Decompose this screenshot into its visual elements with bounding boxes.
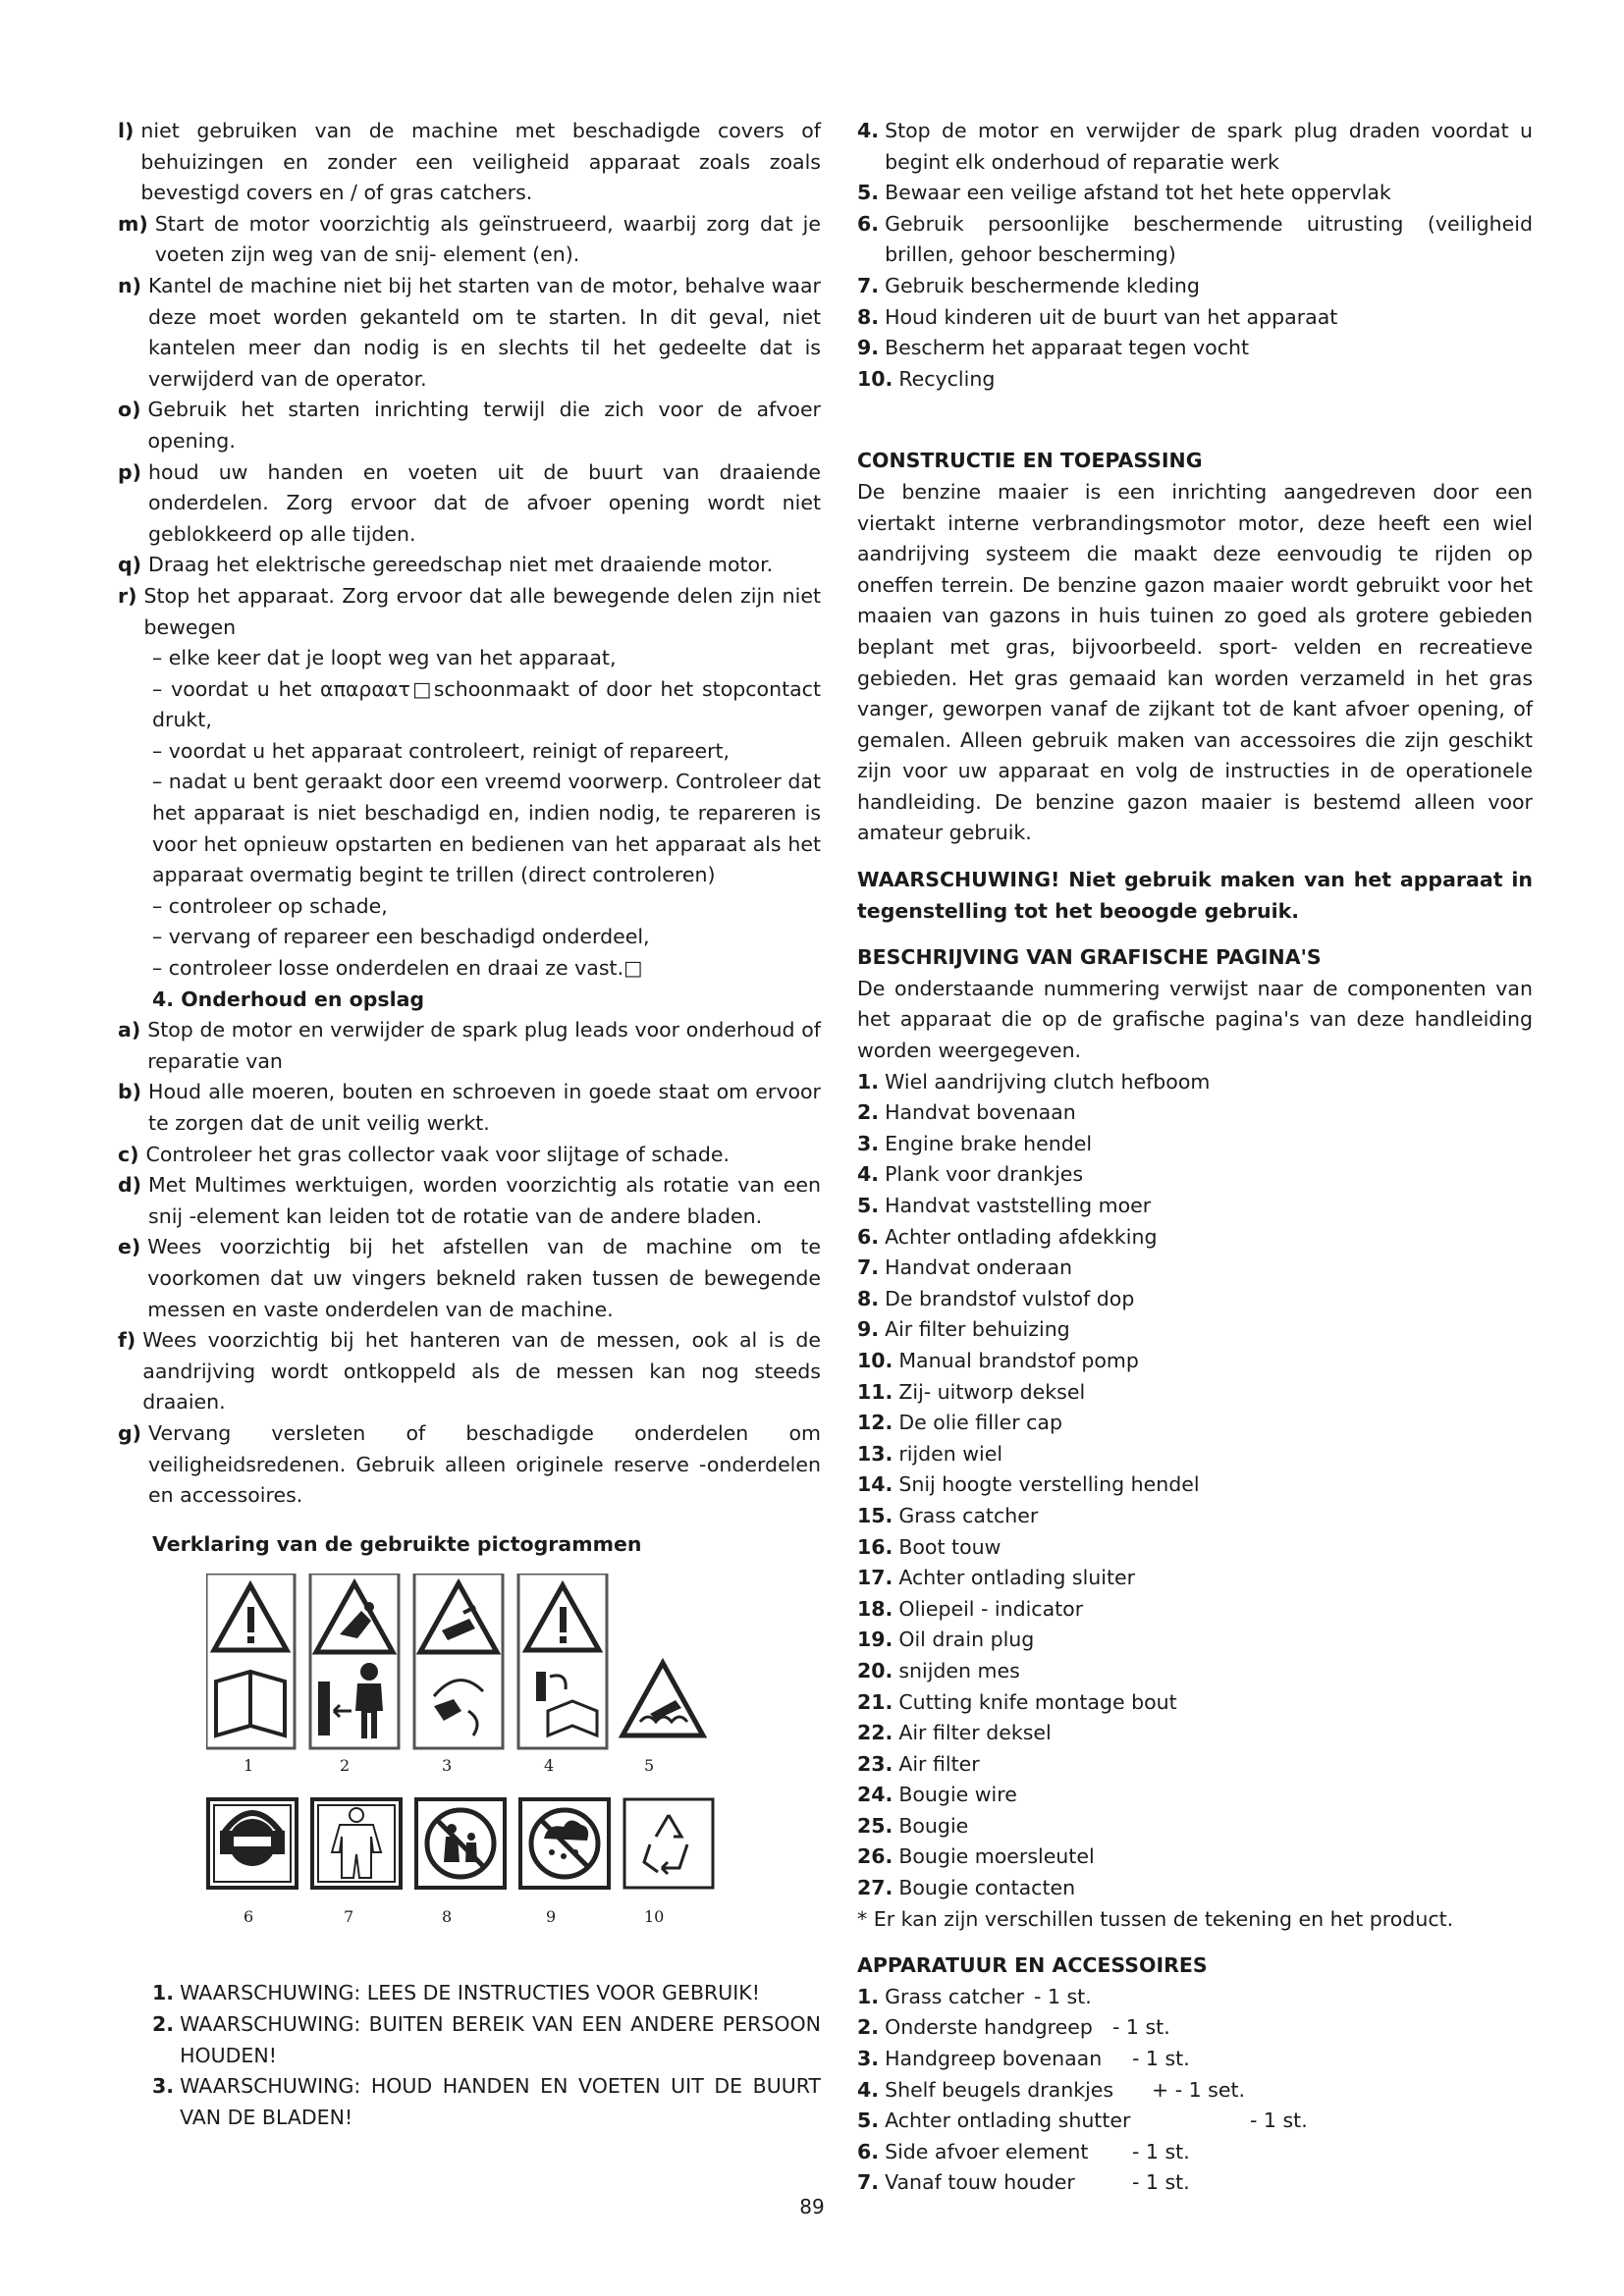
r-subitem: – controleer op schade, bbox=[152, 893, 388, 918]
maintenance-item bbox=[118, 1418, 821, 1512]
maintenance-item bbox=[118, 1325, 821, 1418]
warning-item bbox=[857, 271, 1533, 302]
maintenance-item-label: b) bbox=[118, 1080, 142, 1104]
component-item-number: 20. bbox=[857, 1658, 893, 1682]
component-item-number: 3. bbox=[857, 1131, 880, 1155]
r-subitem: – vervang of repareer een beschadigd onderdeel, bbox=[152, 925, 650, 949]
warning-item bbox=[857, 333, 1533, 364]
safety-item-label: m) bbox=[118, 211, 148, 236]
warning-item bbox=[152, 2071, 821, 2133]
pictogram-number: 7 bbox=[344, 1907, 354, 1927]
safety-item bbox=[118, 271, 821, 395]
pictogram-number: 4 bbox=[544, 1756, 555, 1776]
warning-item-text: Bescherm het apparaat tegen vocht bbox=[885, 336, 1250, 360]
warning-item-text: Stop de motor en verwijder de spark plug draden voordat u begint elk onderhoud of reparatie werk bbox=[885, 119, 1533, 174]
accessory-name: Handgreep bovenaan bbox=[885, 2047, 1103, 2071]
safety-item-text: houd uw handen en voeten uit de buurt van draaiende onderdelen. Zorg ervoor dat de afvoer opening wordt niet geblokkeerd op alle tijden. bbox=[148, 459, 821, 546]
spark-plug-warning-icon bbox=[518, 1574, 607, 1748]
warning-item bbox=[152, 2009, 821, 2071]
warning-item-text: Gebruik persoonlijke beschermende uitrusting (veiligheid brillen, gehoor bescherming) bbox=[885, 211, 1533, 267]
component-item-number: 14. bbox=[857, 1472, 893, 1497]
graphic-pages-text: De onderstaande nummering verwijst naar de componenten van het apparaat die op de grafische pagina's van deze handleiding worden weergegeven. bbox=[857, 976, 1533, 1063]
usage-warning: WAARSCHUWING! Niet gebruik maken van het apparaat in tegenstelling tot het beoogde gebruik. bbox=[857, 868, 1533, 923]
accessory-quantity: - 1 st. bbox=[1132, 2170, 1190, 2195]
safety-item-label: l) bbox=[118, 119, 135, 142]
component-item-text: Cutting knife montage bout bbox=[898, 1689, 1177, 1714]
warning-item-text: Houd kinderen uit de buurt van het apparaat bbox=[885, 304, 1338, 329]
safety-item bbox=[118, 116, 821, 209]
accessory-item bbox=[857, 2044, 1533, 2075]
pictogram-numbers-row-1 bbox=[157, 1750, 821, 1786]
pictogram-group-6-10 bbox=[206, 1793, 717, 1892]
maintenance-item bbox=[118, 1140, 821, 1171]
component-item bbox=[857, 1284, 1533, 1315]
maintenance-item bbox=[118, 1232, 821, 1325]
warning-item-number: 10. bbox=[857, 366, 893, 391]
r-subitem: – controleer losse onderdelen en draai ze vast.□ bbox=[152, 956, 643, 981]
accessory-quantity: - 1 st. bbox=[1112, 2015, 1170, 2040]
accessory-name: Side afvoer element bbox=[885, 2139, 1089, 2163]
component-item bbox=[857, 1191, 1533, 1222]
pictogram-row-1 bbox=[157, 1574, 821, 1750]
component-item-number: 7. bbox=[857, 1255, 880, 1280]
safety-item-text: Stop het apparaat. Zorg ervoor dat alle bewegende delen zijn niet bewegen bbox=[143, 583, 821, 639]
safety-item-label: p) bbox=[118, 459, 142, 484]
r-subitem: – voordat u het απαραατ□schoonmaakt of door het stopcontact drukt, bbox=[152, 676, 821, 732]
warning-list bbox=[118, 1978, 821, 2133]
component-item-text: rijden wiel bbox=[898, 1441, 1003, 1466]
warning-item-number: 6. bbox=[857, 211, 880, 236]
maintenance-item-text: Wees voorzichtig bij het hanteren van de messen, ook al is de aandrijving wordt ontkoppeld als de messen kan nog steeds draaien. bbox=[142, 1328, 821, 1415]
component-item bbox=[857, 1501, 1533, 1532]
component-item-text: snijden mes bbox=[898, 1658, 1020, 1682]
warning-item-number: 5. bbox=[857, 181, 880, 205]
warning-item-number: 4. bbox=[857, 119, 880, 142]
accessory-quantity: + - 1 set. bbox=[1152, 2077, 1246, 2102]
maintenance-item-label: g) bbox=[118, 1420, 142, 1445]
component-item bbox=[857, 1222, 1533, 1254]
component-item bbox=[857, 1346, 1533, 1377]
accessory-number: 3. bbox=[857, 2047, 880, 2071]
component-item bbox=[857, 1439, 1533, 1470]
accessory-number: 7. bbox=[857, 2170, 880, 2195]
maintenance-item-label: e) bbox=[118, 1235, 141, 1259]
accessory-number: 2. bbox=[857, 2015, 880, 2040]
component-item bbox=[857, 1253, 1533, 1284]
pictogram-number: 10 bbox=[644, 1907, 665, 1927]
safety-item-label: o) bbox=[118, 398, 141, 422]
recycling-icon bbox=[624, 1799, 713, 1888]
component-item bbox=[857, 1097, 1533, 1129]
component-item-number: 17. bbox=[857, 1566, 893, 1590]
component-item bbox=[857, 1532, 1533, 1564]
component-item bbox=[857, 1469, 1533, 1501]
component-item bbox=[857, 1873, 1533, 1904]
pictogram-number: 9 bbox=[546, 1907, 557, 1927]
component-item-text: De brandstof vulstof dop bbox=[885, 1286, 1135, 1310]
component-item bbox=[857, 1842, 1533, 1873]
component-item-text: Achter ontlading afdekking bbox=[885, 1224, 1158, 1249]
accessory-name: Achter ontlading shutter bbox=[885, 2109, 1131, 2133]
pictogram-number: 8 bbox=[442, 1907, 453, 1927]
warning-item-text: WAARSCHUWING: BUITEN BEREIK VAN EEN ANDERE PERSOON HOUDEN! bbox=[180, 2011, 821, 2067]
maintenance-item-label: c) bbox=[118, 1142, 139, 1166]
component-item-text: Wiel aandrijving clutch hefboom bbox=[885, 1069, 1211, 1094]
warning-list-continued bbox=[857, 116, 1533, 395]
accessory-item bbox=[857, 2075, 1533, 2107]
accessory-number: 6. bbox=[857, 2139, 880, 2163]
component-item-number: 13. bbox=[857, 1441, 893, 1466]
safety-item-text: Gebruik het starten inrichting terwijl die zich voor de afvoer opening. bbox=[147, 398, 821, 453]
warning-item bbox=[857, 364, 1533, 396]
component-item bbox=[857, 1656, 1533, 1687]
protect-from-moisture-icon bbox=[520, 1799, 609, 1888]
component-item bbox=[857, 1749, 1533, 1781]
component-item-number: 9. bbox=[857, 1317, 880, 1342]
accessories-list bbox=[857, 1982, 1533, 2199]
safety-item-text: Kantel de machine niet bij het starten van de motor, behalve waar deze moet worden gekanteld om te starten. In dit geval, niet kantelen meer dan nodig is en slechts til het gedeelte dat is verwijderd van de operator. bbox=[147, 273, 821, 391]
component-item-text: Grass catcher bbox=[898, 1503, 1039, 1527]
component-item bbox=[857, 1687, 1533, 1719]
component-item-number: 18. bbox=[857, 1596, 893, 1621]
maintenance-list bbox=[118, 1015, 821, 1512]
component-item-text: Oliepeil - indicator bbox=[898, 1596, 1084, 1621]
component-item-text: Handvat onderaan bbox=[885, 1255, 1072, 1280]
warning-item-text: WAARSCHUWING: LEES DE INSTRUCTIES VOOR GEBRUIK! bbox=[180, 1981, 760, 2005]
component-item-number: 10. bbox=[857, 1348, 893, 1372]
component-item-text: Boot touw bbox=[898, 1534, 1001, 1559]
hands-feet-blades-icon bbox=[414, 1574, 503, 1748]
warning-item-text: Bewaar een veilige afstand tot het hete oppervlak bbox=[885, 181, 1391, 205]
accessory-quantity: - 1 st. bbox=[1132, 2139, 1190, 2163]
component-item bbox=[857, 1159, 1533, 1191]
accessory-name: Vanaf touw houder bbox=[885, 2170, 1075, 2195]
component-item-number: 6. bbox=[857, 1224, 880, 1249]
r-sublist bbox=[118, 643, 821, 985]
accessory-number: 5. bbox=[857, 2109, 880, 2133]
read-manual-icon bbox=[206, 1574, 295, 1748]
warning-item-text: Gebruik beschermende kleding bbox=[885, 273, 1200, 297]
pictogram-title: Verklaring van de gebruikte pictogrammen bbox=[152, 1531, 642, 1556]
component-item-number: 25. bbox=[857, 1813, 893, 1838]
pictogram-number: 5 bbox=[644, 1756, 655, 1776]
accessory-quantity: - 1 st. bbox=[1132, 2047, 1190, 2071]
page-number: 89 bbox=[799, 2195, 825, 2218]
component-item-text: De olie filler cap bbox=[898, 1411, 1063, 1435]
safety-item-text: Start de motor voorzichtig als geïnstrueerd, waarbij zorg dat je voeten zijn weg van de snij- element (en). bbox=[154, 211, 821, 267]
component-item-number: 22. bbox=[857, 1721, 893, 1745]
warning-item-text: Recycling bbox=[898, 366, 996, 391]
r-subitem: – elke keer dat je loopt weg van het apparaat, bbox=[152, 646, 617, 670]
section-4-title: 4. Onderhoud en opslag bbox=[152, 987, 425, 1011]
component-item-number: 23. bbox=[857, 1751, 893, 1776]
component-item-text: Achter ontlading sluiter bbox=[898, 1566, 1136, 1590]
accessories-title: APPARATUUR EN ACCESSOIRES bbox=[857, 1953, 1208, 1978]
accessory-number: 1. bbox=[857, 1984, 880, 2008]
construction-title: CONSTRUCTIE EN TOEPASSING bbox=[857, 449, 1203, 473]
component-item bbox=[857, 1594, 1533, 1626]
accessory-name: Onderste handgreep bbox=[885, 2015, 1093, 2040]
pictogram-row-2 bbox=[157, 1793, 821, 1901]
maintenance-item-text: Wees voorzichtig bij het afstellen van de machine om te voorkomen dat uw vingers bekneld raken tussen de bewegende messen en vaste onderdelen van de machine. bbox=[147, 1235, 821, 1321]
safety-item-text: Draag het elektrische gereedschap niet met draaiende motor. bbox=[148, 553, 774, 577]
accessory-number: 4. bbox=[857, 2077, 880, 2102]
maintenance-item-label: f) bbox=[118, 1328, 136, 1353]
safety-item-label: n) bbox=[118, 273, 141, 297]
component-item-number: 11. bbox=[857, 1379, 893, 1404]
pictogram-numbers-row-2 bbox=[157, 1901, 821, 1937]
accessory-name: Grass catcher bbox=[885, 1984, 1024, 2008]
accessory-name: Shelf beugels drankjes bbox=[885, 2077, 1114, 2102]
maintenance-item bbox=[118, 1015, 821, 1077]
safety-item bbox=[118, 550, 821, 581]
pictogram-number: 2 bbox=[340, 1756, 351, 1776]
ear-eye-protection-icon bbox=[208, 1799, 297, 1888]
safety-list bbox=[118, 116, 821, 643]
warning-item bbox=[152, 1978, 821, 2009]
component-item bbox=[857, 1067, 1533, 1098]
warning-item bbox=[857, 178, 1533, 209]
keep-distance-icon bbox=[310, 1574, 399, 1748]
warning-item-text: WAARSCHUWING: HOUD HANDEN EN VOETEN UIT DE BUURT VAN DE BLADEN! bbox=[180, 2074, 821, 2129]
component-item-text: Air filter bbox=[898, 1751, 980, 1776]
component-item-number: 1. bbox=[857, 1069, 880, 1094]
component-item-text: Snij hoogte verstelling hendel bbox=[898, 1472, 1200, 1497]
warning-item-number: 8. bbox=[857, 304, 880, 329]
component-item-text: Air filter deksel bbox=[898, 1721, 1052, 1745]
safety-item-label: q) bbox=[118, 553, 142, 577]
maintenance-item-text: Houd alle moeren, bouten en schroeven in goede staat om ervoor te zorgen dat de unit veilig werkt. bbox=[148, 1080, 821, 1135]
component-item-number: 4. bbox=[857, 1162, 880, 1187]
footnote: * Er kan zijn verschillen tussen de tekening en het product. bbox=[857, 1906, 1454, 1931]
warning-item-number: 7. bbox=[857, 273, 880, 297]
warning-item bbox=[857, 302, 1533, 334]
maintenance-item-text: Stop de motor en verwijder de spark plug leads voor onderhoud of reparatie van bbox=[147, 1018, 821, 1073]
maintenance-item bbox=[118, 1170, 821, 1232]
component-item-number: 24. bbox=[857, 1783, 893, 1807]
component-item bbox=[857, 1314, 1533, 1346]
component-list bbox=[857, 1067, 1533, 1904]
accessory-quantity: - 1 st. bbox=[1034, 1984, 1092, 2008]
warning-item-number: 1. bbox=[152, 1981, 175, 2005]
warning-item-number: 2. bbox=[152, 2011, 175, 2036]
safety-item bbox=[118, 581, 821, 643]
accessory-item bbox=[857, 2012, 1533, 2044]
component-item bbox=[857, 1811, 1533, 1842]
pictogram-group-1-4 bbox=[206, 1574, 619, 1750]
pictogram-number: 3 bbox=[442, 1756, 453, 1776]
construction-text: De benzine maaier is een inrichting aangedreven door een viertakt interne verbrandingsmotor motor, deze heeft een wiel aandrijving systeem die maakt deze eenvoudig te rijden op oneffen terrein. De benzine gazon maaier wordt gebruikt voor het maaien van gazons in huis tuinen zo goed als grotere gebieden beplant met gras, bijvoorbeeld. sport- velden en recreatieve gebieden. Het gras gemaaid kan worden verzameld in het gras vanger, geworpen vanaf de zijkant tot de kant afvoer opening, of gemalen. Alleen gebruik maken van accessoires die zijn geschikt zijn voor uw apparaat en volg de instructies in de operationele handleiding. De benzine gazon maaier is bestemd alleen voor amateur gebruik. bbox=[857, 479, 1533, 845]
r-subitem: – voordat u het apparaat controleert, reinigt of repareert, bbox=[152, 738, 731, 763]
safety-item-text: niet gebruiken van de machine met beschadigde covers of behuizingen en zonder een veiligheid apparaat zoals zoals bevestigd covers en / of gras catchers. bbox=[140, 119, 821, 205]
accessory-item bbox=[857, 1982, 1533, 2013]
component-item bbox=[857, 1563, 1533, 1594]
maintenance-item-text: Met Multimes werktuigen, worden voorzichtig als rotatie van een snij -element kan leiden tot de rotatie van de andere bladen. bbox=[148, 1173, 821, 1228]
keep-children-away-icon bbox=[416, 1799, 505, 1888]
component-item bbox=[857, 1625, 1533, 1656]
component-item-text: Zij- uitworp deksel bbox=[898, 1379, 1086, 1404]
component-item bbox=[857, 1408, 1533, 1439]
component-item-text: Bougie bbox=[898, 1813, 969, 1838]
safety-item bbox=[118, 395, 821, 456]
safety-item bbox=[118, 457, 821, 551]
accessory-item bbox=[857, 2106, 1533, 2137]
component-item bbox=[857, 1718, 1533, 1749]
graphic-pages-title: BESCHRIJVING VAN GRAFISCHE PAGINA'S bbox=[857, 945, 1322, 970]
component-item-text: Manual brandstof pomp bbox=[898, 1348, 1139, 1372]
safety-item bbox=[118, 209, 821, 271]
warning-item bbox=[857, 209, 1533, 271]
component-item-text: Bougie contacten bbox=[898, 1876, 1076, 1900]
component-item-number: 21. bbox=[857, 1689, 893, 1714]
component-item bbox=[857, 1780, 1533, 1811]
warning-item-number: 9. bbox=[857, 336, 880, 360]
maintenance-item-text: Vervang versleten of beschadigde onderdelen om veiligheidsredenen. Gebruik alleen originele reserve -onderdelen en accessoires. bbox=[148, 1420, 821, 1508]
component-item-number: 5. bbox=[857, 1194, 880, 1217]
component-item-number: 19. bbox=[857, 1628, 893, 1652]
maintenance-item bbox=[118, 1077, 821, 1139]
component-item-number: 15. bbox=[857, 1503, 893, 1527]
right-column bbox=[857, 116, 1533, 2199]
component-item-text: Bougie wire bbox=[898, 1783, 1017, 1807]
maintenance-item-label: a) bbox=[118, 1018, 141, 1042]
component-item-text: Air filter behuizing bbox=[885, 1317, 1070, 1342]
component-item-text: Oil drain plug bbox=[898, 1628, 1035, 1652]
pictogram-number: 6 bbox=[244, 1907, 254, 1927]
accessory-item bbox=[857, 2137, 1533, 2168]
warning-item-number: 3. bbox=[152, 2074, 175, 2099]
r-subitem: – nadat u bent geraakt door een vreemd voorwerp. Controleer dat het apparaat is niet beschadigd en, indien nodig, te repareren is voor het opnieuw opstarten en bedienen van het apparaat als het apparaat overmatig begint te trillen (direct controleren) bbox=[152, 770, 821, 887]
component-item-number: 12. bbox=[857, 1411, 893, 1435]
maintenance-item-label: d) bbox=[118, 1173, 142, 1198]
safety-item-label: r) bbox=[118, 583, 137, 608]
component-item bbox=[857, 1129, 1533, 1160]
maintenance-item-text: Controleer het gras collector vaak voor slijtage of schade. bbox=[145, 1142, 731, 1166]
protective-clothing-icon bbox=[312, 1799, 401, 1888]
component-item-number: 2. bbox=[857, 1100, 880, 1125]
component-item-text: Handvat bovenaan bbox=[885, 1100, 1076, 1125]
component-item-number: 26. bbox=[857, 1844, 893, 1869]
hot-surface-icon bbox=[619, 1657, 707, 1745]
pictogram-number: 1 bbox=[244, 1756, 254, 1776]
accessory-quantity: - 1 st. bbox=[1250, 2109, 1308, 2133]
component-item-text: Engine brake hendel bbox=[885, 1131, 1093, 1155]
component-item bbox=[857, 1377, 1533, 1409]
component-item-number: 27. bbox=[857, 1876, 893, 1900]
component-item-text: Handvat vaststelling moer bbox=[885, 1194, 1152, 1217]
component-item-text: Bougie moersleutel bbox=[898, 1844, 1095, 1869]
component-item-text: Plank voor drankjes bbox=[885, 1162, 1084, 1187]
component-item-number: 16. bbox=[857, 1534, 893, 1559]
warning-item bbox=[857, 116, 1533, 178]
component-item-number: 8. bbox=[857, 1286, 880, 1310]
left-column bbox=[118, 116, 821, 2133]
